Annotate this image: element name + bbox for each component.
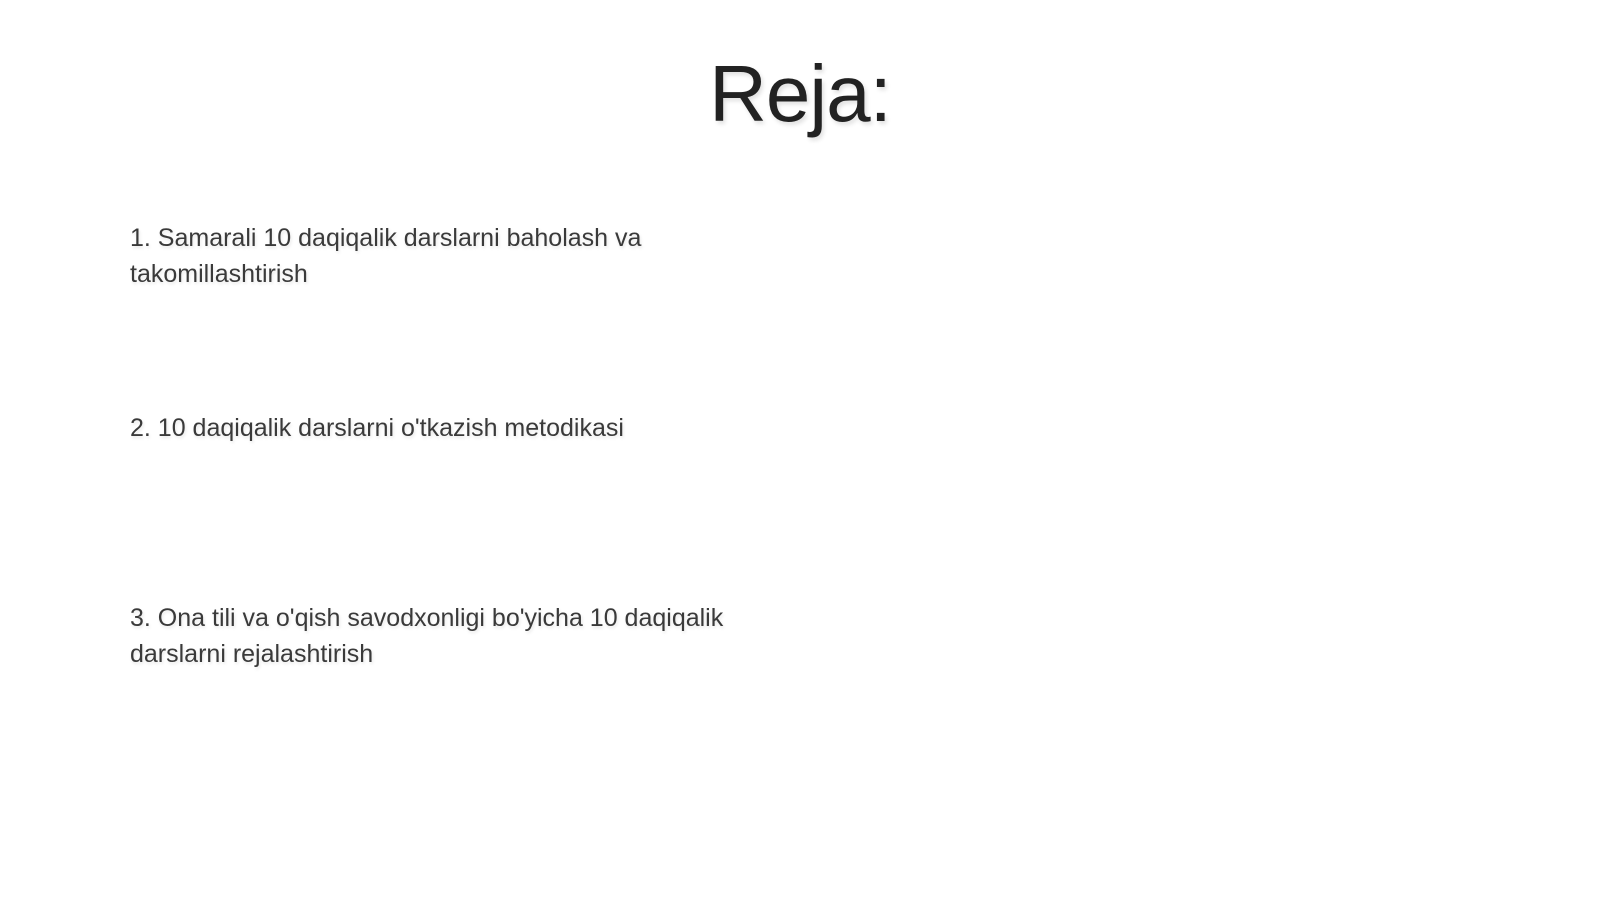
plan-item-3: 3. Ona tili va o'qish savodxonligi bo'yicha 10 daqiqalik darslarni rejalashtirish bbox=[130, 604, 724, 668]
slide-title: Reja: bbox=[709, 49, 891, 138]
plan-item-1: 1. Samarali 10 daqiqalik darslarni baholash va takomillashtirish bbox=[130, 224, 642, 288]
plan-item-2: 2. 10 daqiqalik darslarni o'tkazish metodikasi bbox=[130, 414, 624, 442]
